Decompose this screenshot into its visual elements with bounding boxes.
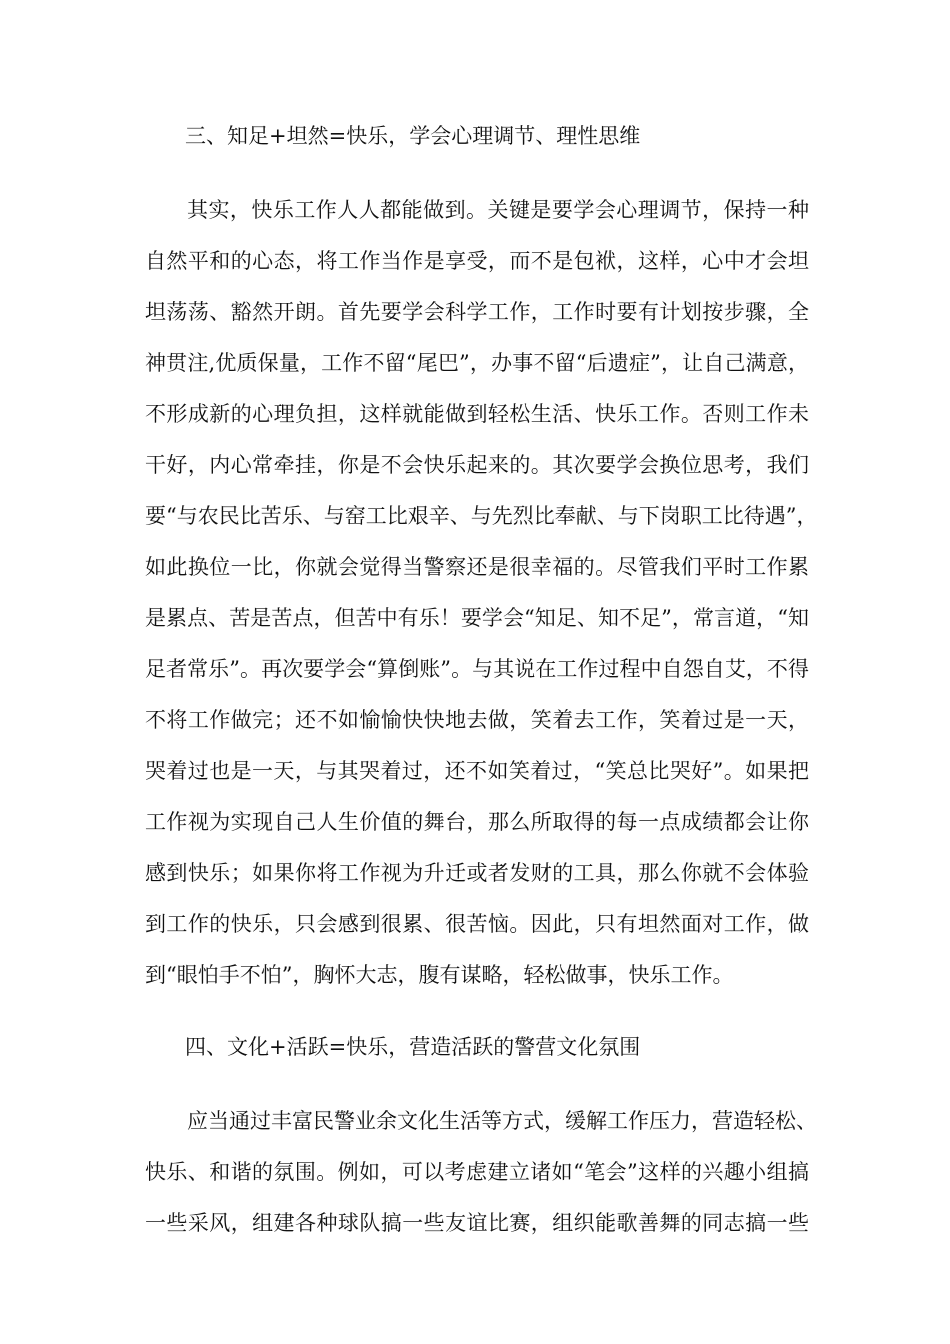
section-heading-3: 三、知足+坦然=快乐，学会心理调节、理性思维 xyxy=(185,124,641,148)
paragraph-line: 自然平和的心态，将工作当作是享受，而不是包袱，这样，心中才会坦 xyxy=(145,249,809,273)
paragraph-line: 应当通过丰富民警业余文化生活等方式，缓解工作压力，营造轻松、 xyxy=(187,1109,817,1133)
paragraph-line: 其实，快乐工作人人都能做到。关键是要学会心理调节，保持一种 xyxy=(187,198,809,222)
paragraph-line: 干好，内心常牵挂，你是不会快乐起来的。其次要学会换位思考，我们 xyxy=(145,453,809,477)
paragraph-line: 工作视为实现自己人生价值的舞台，那么所取得的每一点成绩都会让你 xyxy=(145,810,809,834)
paragraph-line: 要“与农民比苦乐、与窑工比艰辛、与先烈比奉献、与下岗职工比待遇”， xyxy=(145,504,818,528)
paragraph-line: 哭着过也是一天，与其哭着过，还不如笑着过，“笑总比哭好”。如果把 xyxy=(145,759,809,783)
paragraph-line: 不将工作做完；还不如愉愉快快地去做，笑着去工作，笑着过是一天， xyxy=(145,708,809,732)
paragraph-line: 足者常乐”。再次要学会“算倒账”。与其说在工作过程中自怨自艾，不得 xyxy=(145,657,809,681)
paragraph-line: 快乐、和谐的氛围。例如，可以考虑建立诸如“笔会”这样的兴趣小组搞 xyxy=(145,1160,809,1184)
paragraph-line: 不形成新的心理负担，这样就能做到轻松生活、快乐工作。否则工作未 xyxy=(145,402,809,426)
paragraph-line: 到工作的快乐，只会感到很累、很苦恼。因此，只有坦然面对工作，做 xyxy=(145,912,809,936)
paragraph-line: 如此换位一比，你就会觉得当警察还是很幸福的。尽管我们平时工作累 xyxy=(145,555,809,579)
paragraph-line: 到“眼怕手不怕”，胸怀大志，腹有谋略，轻松做事，快乐工作。 xyxy=(145,963,734,987)
paragraph-line: 神贯注,优质保量，工作不留“尾巴”，办事不留“后遗症”，让自己满意， xyxy=(145,351,809,375)
section-heading-4: 四、文化+活跃=快乐，营造活跃的警营文化氛围 xyxy=(185,1035,641,1059)
paragraph-line: 坦荡荡、豁然开朗。首先要学会科学工作，工作时要有计划按步骤，全 xyxy=(145,300,809,324)
paragraph-line: 感到快乐；如果你将工作视为升迁或者发财的工具，那么你就不会体验 xyxy=(145,861,809,885)
paragraph-line: 一些采风，组建各种球队搞一些友谊比赛，组织能歌善舞的同志搞一些 xyxy=(145,1211,809,1235)
paragraph-line: 是累点、苦是苦点，但苦中有乐！要学会“知足、知不足”，常言道，“知 xyxy=(145,606,809,630)
